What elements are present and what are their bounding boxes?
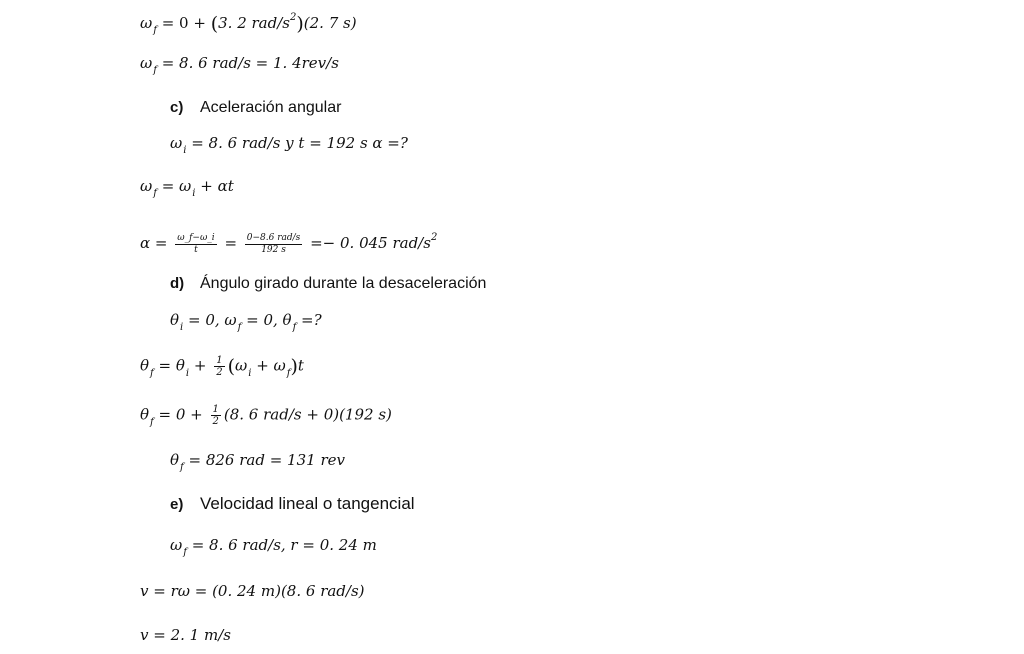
equation-angular-acceleration: α = $\frac{\omega\_f-\omega\_i}{t}$ = $\frac{\text{0−8.6 rad/s}}{192 s}$ =− 0. 045 rad/$s^2$ xyxy=(140,232,438,255)
fraction-omega-over-t: $\frac{\omega\_f-\omega\_i}{t}$ xyxy=(177,232,215,255)
equation-given-values-c: $\omega_i = 8$. 6 rad/s y t = 192 s α =? xyxy=(170,134,408,156)
section-heading-d: d) Ángulo girado durante la desaceleración xyxy=(170,275,487,292)
fraction-one-half: $\frac{1}{2}$ xyxy=(212,404,219,427)
equation-linear-velocity-result: v = 2. 1 m/s xyxy=(140,626,231,644)
equation-given-values-e: $\omega_f = 8$. 6 rad/s, r = 0. 24 m xyxy=(170,536,377,558)
equation-linear-velocity-formula: v = rω = (0. 24 m)(8. 6 rad/s) xyxy=(140,582,365,600)
equation-given-values-d: $\theta_i = 0$, $\omega_f = 0$, $\theta_f$ =? xyxy=(170,311,322,333)
equation-angle-result: $\theta_f = 826$ rad = 131 rev xyxy=(170,451,345,473)
equation-omega-final-result: $\omega_f = 8$. 6 rad/s = 1. 4rev/s xyxy=(140,54,339,76)
equation-angle-formula: $\theta_f = \theta_i$ + $\frac{1}{2}$ $(\omega_i + \omega_f)t$ xyxy=(140,355,304,379)
section-heading-e: e) Velocidad lineal o tangencial xyxy=(170,494,415,513)
section-heading-c: c) Aceleración angular xyxy=(170,99,342,116)
fraction-one-half: $\frac{1}{2}$ xyxy=(216,355,223,378)
equation-omega-final-formula: $\omega_f = 0 + (3$. 2 rad/$s^2)(2$. 7 s) xyxy=(140,12,357,36)
fraction-numeric: $\frac{\text{0−8.6 rad/s}}{192 s}$ xyxy=(246,232,301,255)
equation-angle-substitution: $\theta_f = 0$ + $\frac{1}{2}$ (8. 6 rad/s + 0)(192 s) xyxy=(140,404,392,428)
equation-angular-velocity-relation: $\omega_f = \omega_i + \alpha t$ xyxy=(140,177,234,199)
